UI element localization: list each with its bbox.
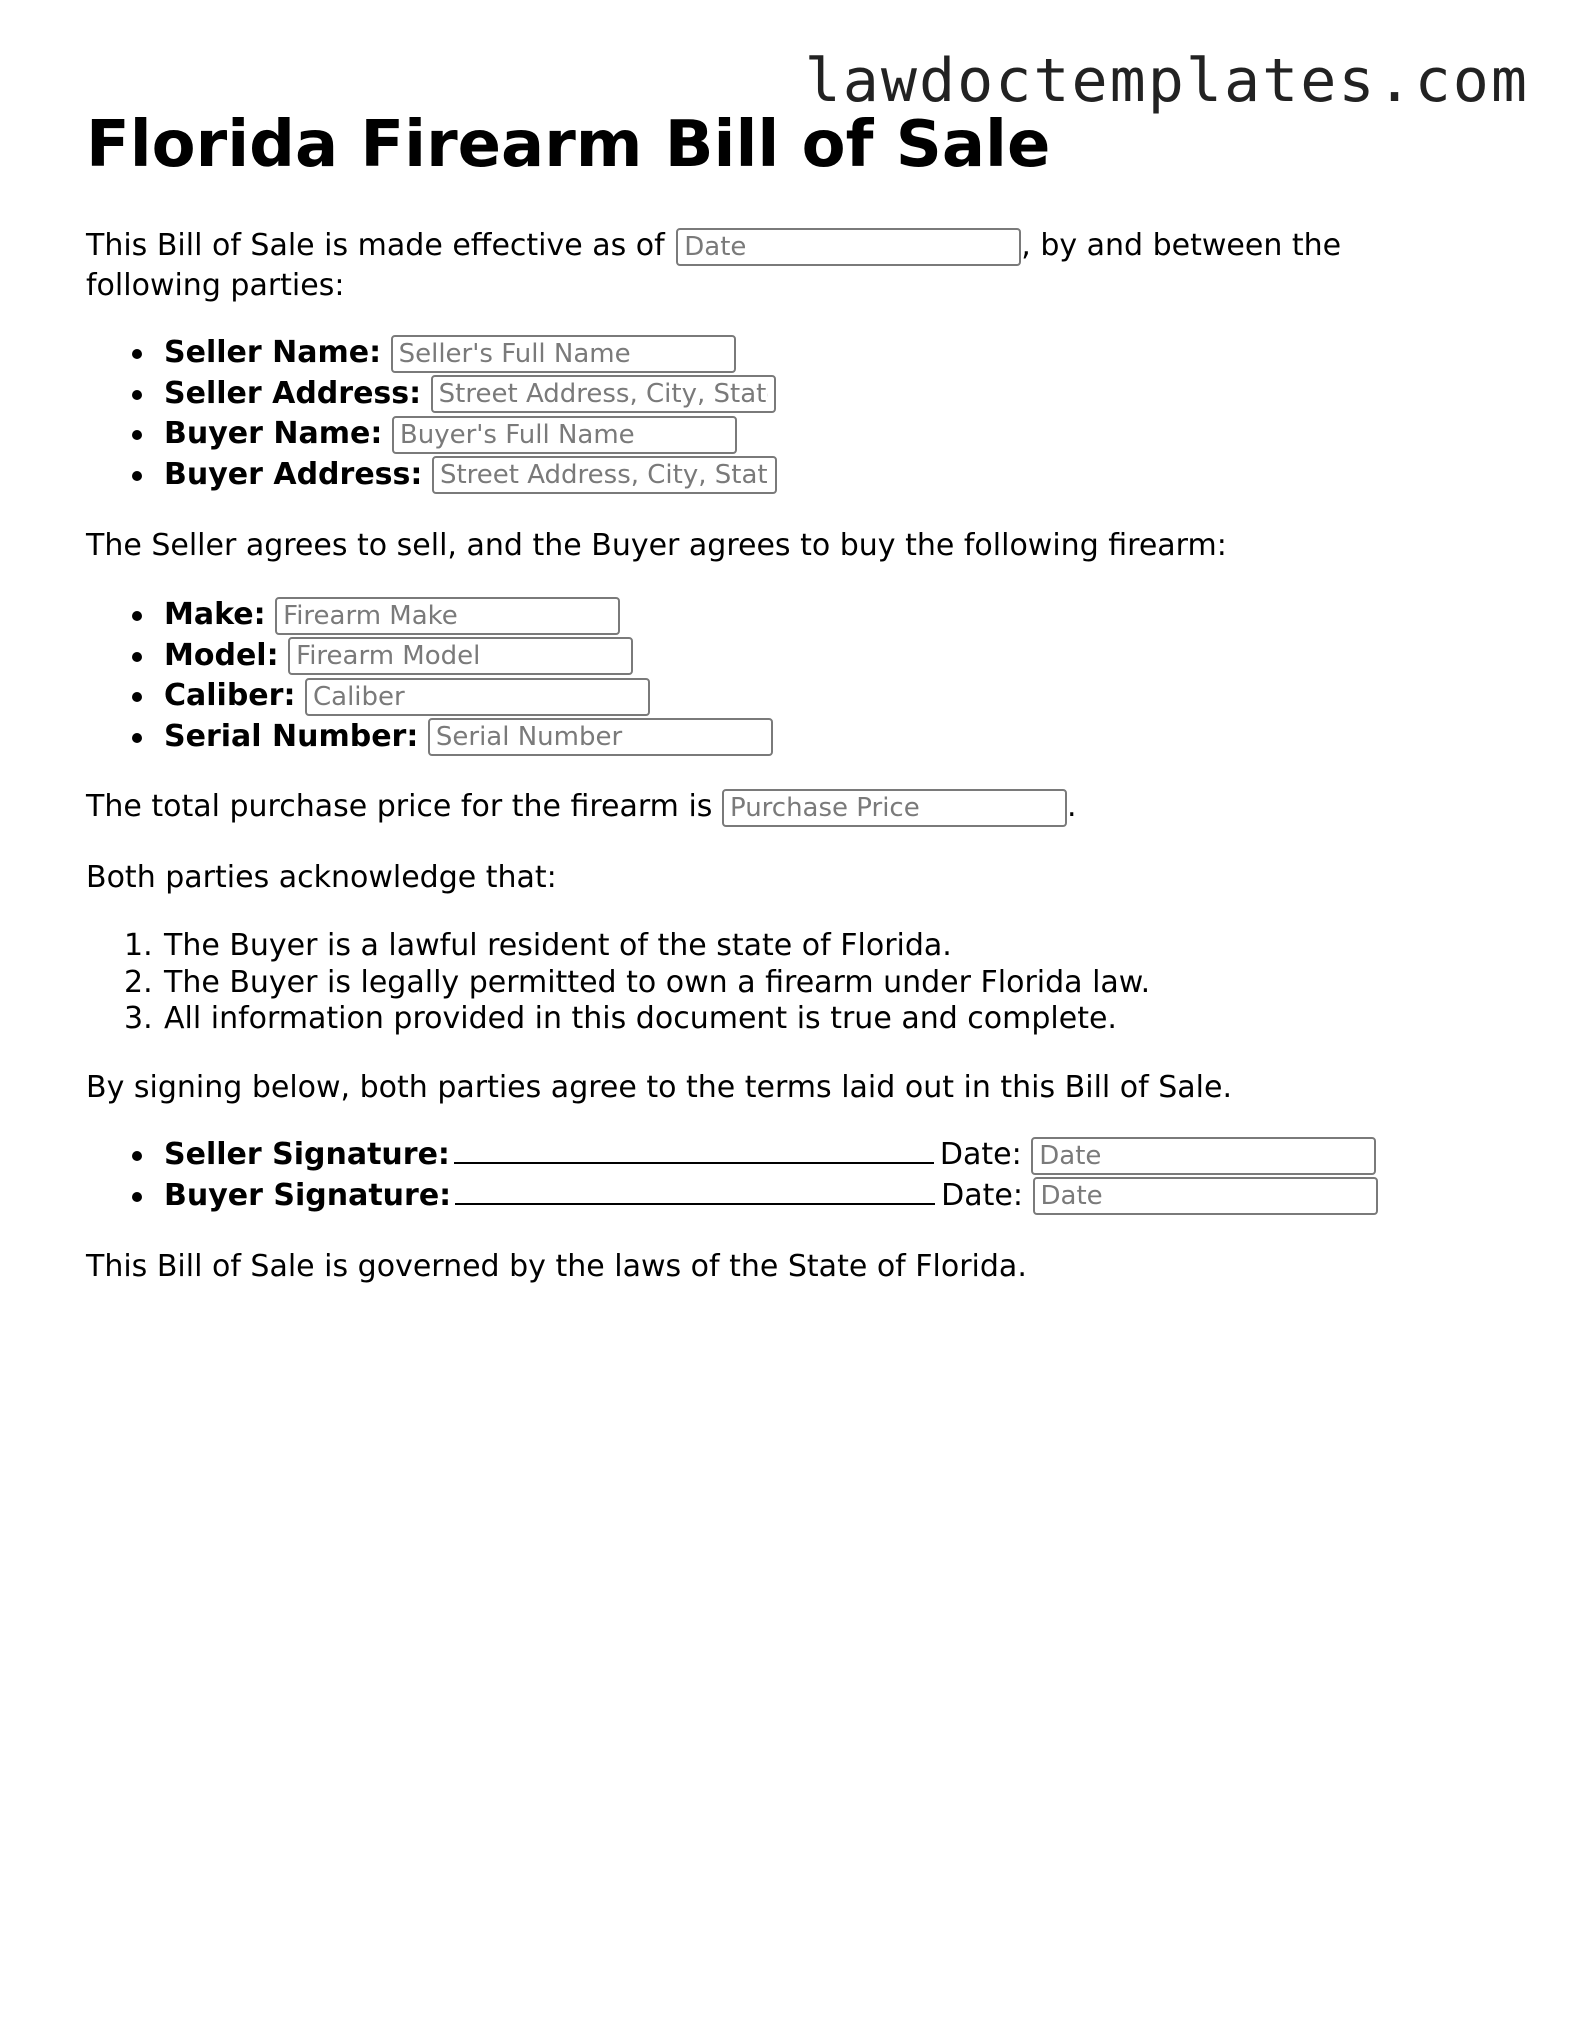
serial-number-label: Serial Number: xyxy=(164,718,419,754)
buyer-signature-line[interactable] xyxy=(455,1177,935,1205)
list-item-buyer-signature xyxy=(86,1176,1378,1217)
purchase-price-input[interactable] xyxy=(722,789,1067,827)
acknowledgement-text: The Buyer is legally permitted to own a firearm under Florida law. xyxy=(164,964,1151,1000)
caliber-input[interactable] xyxy=(305,678,650,716)
serial-number-input[interactable] xyxy=(428,718,773,756)
acknowledgement-text: The Buyer is a lawful resident of the state of Florida. xyxy=(164,928,952,963)
intro-paragraph xyxy=(86,226,1341,306)
list-item-caliber xyxy=(86,676,773,717)
model-label: Model: xyxy=(164,637,279,673)
acknowledgement-item xyxy=(86,965,1150,1002)
buyer-signature-label: Buyer Signature: xyxy=(164,1177,452,1213)
firearm-model-input[interactable] xyxy=(288,637,633,675)
acknowledgement-text: All information provided in this document is true and complete. xyxy=(164,1001,1117,1036)
list-item-model xyxy=(86,636,773,677)
list-item-buyer-name xyxy=(86,414,777,455)
price-text-before: The total purchase price for the firearm is xyxy=(86,789,713,824)
price-text-after: . xyxy=(1066,789,1077,824)
list-item-seller-signature xyxy=(86,1135,1378,1176)
acknowledgement-item xyxy=(86,1001,1150,1038)
seller-signature-label: Seller Signature: xyxy=(164,1137,450,1172)
buyer-address-label: Buyer Address: xyxy=(164,456,423,492)
intro-text-after: , by and between the xyxy=(1021,228,1342,263)
document-title: Florida Firearm Bill of Sale xyxy=(86,108,1051,182)
intro-text-before: This Bill of Sale is made effective as of xyxy=(86,228,665,263)
effective-date-input[interactable] xyxy=(676,228,1021,266)
price-paragraph xyxy=(86,787,1077,827)
seller-date-label: Date: xyxy=(939,1137,1022,1172)
firearm-list xyxy=(86,595,773,757)
buyer-address-input[interactable] xyxy=(432,456,777,494)
agreement-paragraph: The Seller agrees to sell, and the Buyer agrees to buy the following firearm: xyxy=(86,528,1227,563)
caliber-label: Caliber: xyxy=(164,678,296,714)
acknowledgement-number: 1. xyxy=(124,928,153,963)
buyer-name-label: Buyer Name: xyxy=(164,416,383,452)
seller-address-input[interactable] xyxy=(431,375,776,413)
list-item-buyer-address xyxy=(86,455,777,496)
list-item-make xyxy=(86,595,773,636)
watermark-text: lawdoctemplates.com xyxy=(804,46,1529,116)
acknowledgement-number: 3. xyxy=(124,1001,153,1036)
buyer-date-label: Date: xyxy=(941,1177,1023,1213)
make-label: Make: xyxy=(164,597,266,632)
seller-signature-date-input[interactable] xyxy=(1031,1137,1376,1175)
list-item-seller-name xyxy=(86,333,777,374)
acknowledgement-number: 2. xyxy=(124,964,153,1000)
list-item-serial-number xyxy=(86,717,773,758)
signatures-list xyxy=(86,1135,1378,1216)
seller-name-label: Seller Name: xyxy=(164,335,382,370)
seller-signature-line[interactable] xyxy=(454,1136,934,1164)
parties-list xyxy=(86,333,777,495)
seller-address-label: Seller Address: xyxy=(164,375,422,411)
buyer-name-input[interactable] xyxy=(392,416,737,454)
seller-name-input[interactable] xyxy=(391,335,736,373)
acknowledgements-list xyxy=(86,928,1150,1038)
acknowledgement-item xyxy=(86,928,1150,965)
governing-law-paragraph: This Bill of Sale is governed by the laws of the State of Florida. xyxy=(86,1249,1027,1284)
firearm-make-input[interactable] xyxy=(275,597,620,635)
signing-paragraph: By signing below, both parties agree to the terms laid out in this Bill of Sale. xyxy=(86,1070,1232,1105)
buyer-signature-date-input[interactable] xyxy=(1033,1177,1378,1215)
list-item-seller-address xyxy=(86,374,777,415)
intro-text-line2: following parties: xyxy=(86,268,345,303)
acknowledge-intro: Both parties acknowledge that: xyxy=(86,860,557,895)
